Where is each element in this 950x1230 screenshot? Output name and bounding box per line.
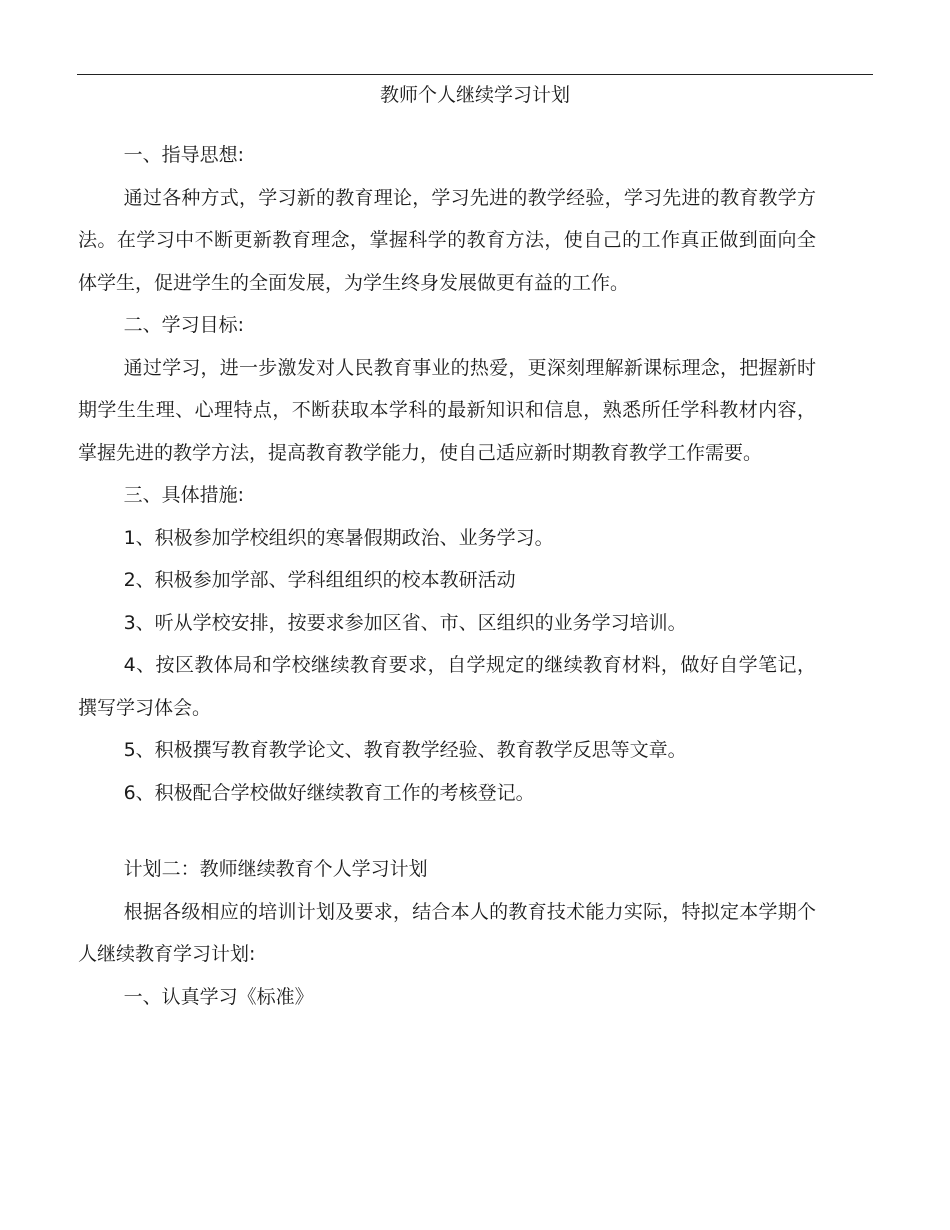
list-item-measure-2: 2、积极参加学部、学科组组织的校本教研活动 [123, 569, 516, 591]
list-item-measure-6: 6、积极配合学校做好继续教育工作的考核登记。 [123, 781, 535, 804]
list-item-measure-1: 1、积极参加学校组织的寒暑假期政治、业务学习。 [123, 526, 554, 549]
section-heading-study-standard: 一、认真学习《标准》 [123, 985, 314, 1008]
section-heading-learning-goals: 二、学习目标: [123, 314, 244, 336]
list-item-measure-3: 3、听从学校安排，按要求参加区省、市、区组织的业务学习培训。 [123, 611, 687, 634]
paragraph-plan-two-intro: 根据各级相应的培训计划及要求，结合本人的教育技术能力实际，特拟定本学期个人继续教育学习计划: [78, 900, 816, 965]
paragraph-guiding-ideology: 通过各种方式，学习新的教育理论，学习先进的教学经验，学习先进的教育教学方法。在学习中不断更新教育理念，掌握科学的教育方法，使自己的工作真正做到面向全体学生，促进学生的全面发展，为学生终身发展做更有益的工作。 [78, 186, 816, 294]
list-item-measure-5: 5、积极撰写教育教学论文、教育教学经验、教育教学反思等文章。 [123, 739, 687, 761]
document-title: 教师个人继续学习计划 [379, 84, 570, 106]
section-heading-guiding-ideology: 一、指导思想: [123, 144, 244, 166]
plan-two-heading: 计划二：教师继续教育个人学习计划 [123, 858, 428, 880]
section-heading-measures: 三、具体措施: [123, 484, 244, 506]
document-body [78, 134, 816, 1018]
paragraph-learning-goals: 通过学习，进一步激发对人民教育事业的热爱，更深刻理解新课标理念，把握新时期学生生理、心理特点，不断获取本学科的最新知识和信息，熟悉所任学科教材内容，掌握先进的教学方法，提高教育教学能力，使自己适应新时期教育教学工作需要。 [78, 356, 816, 464]
header-rule [77, 74, 873, 75]
list-item-measure-4: 4、按区教体局和学校继续教育要求，自学规定的继续教育材料，做好自学笔记，撰写学习体会。 [78, 654, 816, 719]
